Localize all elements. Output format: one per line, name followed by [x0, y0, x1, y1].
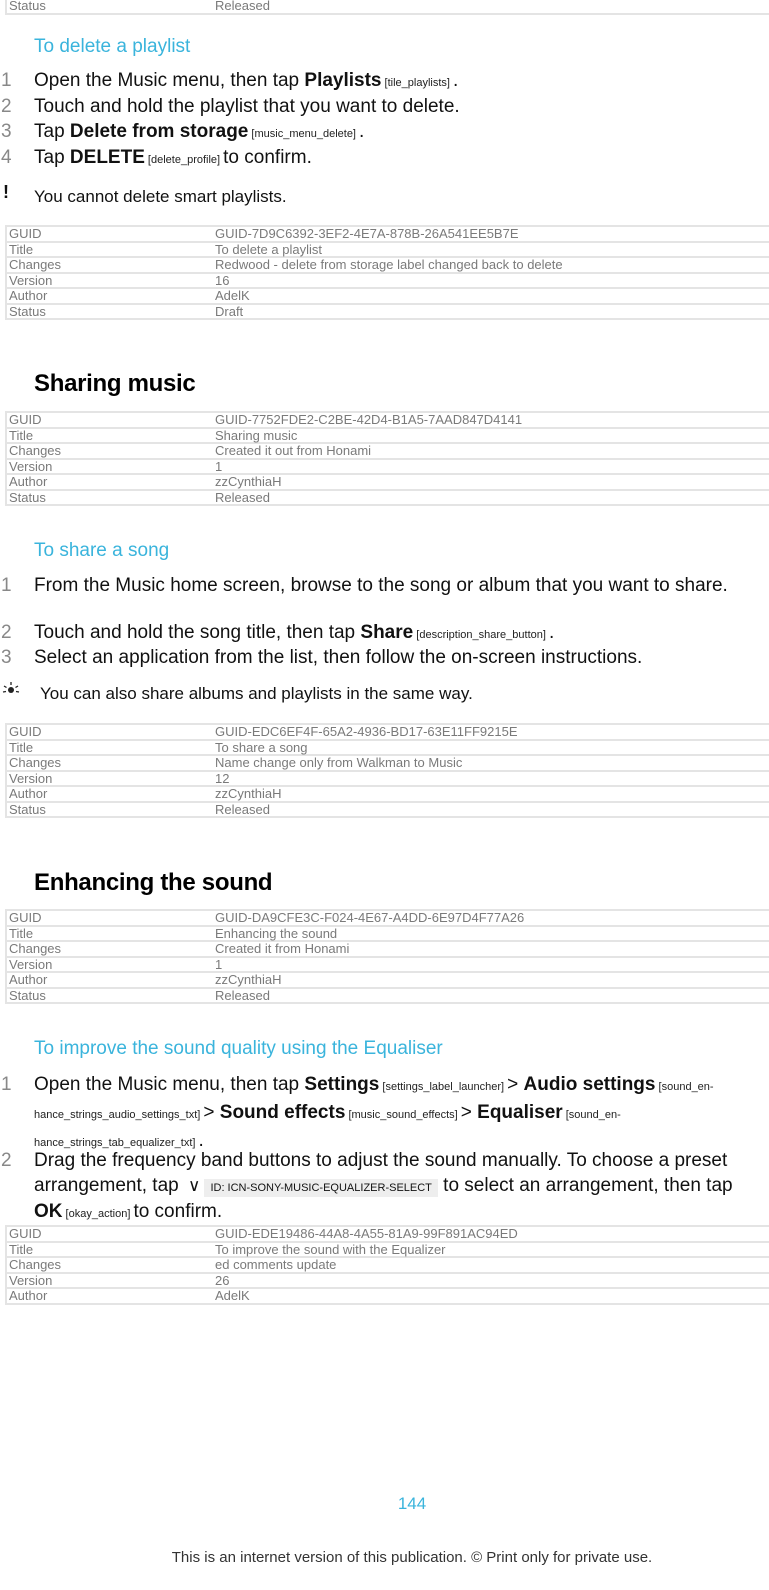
heading-enhancing-sound: Enhancing the sound [34, 869, 273, 896]
field-value: Released [213, 490, 769, 506]
field-label: Author [6, 1288, 213, 1304]
field-value: 1 [213, 957, 769, 973]
field-label: Title [6, 242, 213, 258]
step-text [34, 573, 740, 598]
table-row [6, 740, 769, 756]
text: > [203, 1102, 220, 1123]
table-row [6, 988, 769, 1004]
metadata-table [5, 723, 769, 818]
note-text: You cannot delete smart playlists. [34, 187, 287, 206]
table-row [6, 972, 769, 988]
field-label: Changes [6, 755, 213, 771]
table-row [6, 755, 769, 771]
field-value: GUID-7752FDE2-C2BE-42D4-B1A5-7AAD847D4141 [213, 412, 769, 428]
field-label: Version [6, 957, 213, 973]
metadata-table [5, 909, 769, 1004]
field-label: GUID [6, 1226, 213, 1242]
ui-label: Sound effects [219, 1102, 346, 1123]
table-row [6, 428, 769, 444]
field-label: Author [6, 972, 213, 988]
text: Tap [34, 121, 70, 142]
table-row [6, 443, 769, 459]
string-id: [tile_playlists] [381, 77, 454, 89]
ui-label: Share [360, 622, 414, 643]
step-number: 2 [1, 95, 12, 117]
field-label: Version [6, 771, 213, 787]
step-text [34, 119, 740, 147]
table-row [6, 910, 769, 926]
table-row [6, 1242, 769, 1258]
heading-delete-playlist: To delete a playlist [34, 36, 191, 57]
string-id: [music_sound_effects] [345, 1109, 461, 1121]
step-text [34, 620, 740, 648]
table-row [6, 304, 769, 320]
field-label: Version [6, 1273, 213, 1289]
text: Touch and hold the playlist that you want to delete. [34, 95, 460, 117]
table-row [6, 786, 769, 802]
field-value: GUID-DA9CFE3C-F024-4E67-A4DD-6E97D4F77A26 [213, 910, 769, 926]
text: From the Music home screen, browse to the song or album that you want to share. [34, 575, 728, 596]
table-row [6, 257, 769, 273]
step-item [0, 145, 740, 173]
text: Open the Music menu, then tap [34, 1074, 305, 1095]
field-value: Released [213, 0, 769, 14]
text: Tap [34, 146, 70, 168]
field-value: GUID-EDC6EF4F-65A2-4936-BD17-63E11FF9215E [213, 724, 769, 740]
lightbulb-icon [2, 681, 20, 705]
field-value: Redwood - delete from storage label changed back to delete [213, 257, 769, 273]
field-value: Sharing music [213, 428, 769, 444]
chevron-down-icon: ∨ [187, 1175, 201, 1195]
text: to select an arrangement, then tap [437, 1174, 733, 1196]
field-value: To share a song [213, 740, 769, 756]
field-label: Status [6, 802, 213, 818]
heading-equaliser: To improve the sound quality using the Equaliser [34, 1038, 443, 1059]
table-row [6, 474, 769, 490]
heading-sharing-music: Sharing music [34, 370, 196, 397]
string-id: [delete_profile] [144, 153, 224, 166]
field-label: Changes [6, 443, 213, 459]
field-value: 26 [213, 1273, 769, 1289]
text: . [198, 1130, 204, 1151]
field-label: Status [6, 490, 213, 506]
table-row [6, 724, 769, 740]
table-row [6, 1226, 769, 1242]
field-label: Title [6, 740, 213, 756]
text: Touch and hold the song title, then tap [34, 622, 361, 643]
page-number: 144 [397, 1494, 427, 1513]
ui-label: Delete from storage [69, 121, 249, 142]
field-value: zzCynthiaH [213, 972, 769, 988]
step-item [0, 645, 740, 670]
step-text [34, 645, 740, 670]
step-text [34, 68, 740, 96]
field-value: To delete a playlist [213, 242, 769, 258]
step-text [34, 94, 740, 119]
text: . [453, 70, 459, 91]
exclamation-icon: ! [3, 182, 9, 202]
text: > [460, 1102, 478, 1123]
table-row [6, 957, 769, 973]
step-number: 2 [1, 622, 12, 643]
step-item [0, 1072, 740, 1156]
note-warning [0, 182, 287, 208]
table-row [6, 1257, 769, 1273]
field-label: Author [6, 288, 213, 304]
field-value: zzCynthiaH [213, 474, 769, 490]
field-value: Created it out from Honami [213, 443, 769, 459]
table-row [6, 459, 769, 475]
string-id: [sound_enhance_strings_audio_settings_txt] [34, 1081, 714, 1121]
string-id: [settings_label_launcher] [379, 1081, 508, 1093]
step-text [34, 145, 740, 173]
string-id: [sound_enhance_strings_tab_equalizer_txt] [34, 1109, 621, 1149]
field-value: GUID-7D9C6392-3EF2-4E7A-878B-26A541EE5B7E [213, 226, 769, 242]
field-value: 1 [213, 459, 769, 475]
table-row [6, 0, 769, 14]
ui-label: OK [34, 1201, 63, 1222]
text: . [548, 622, 555, 643]
heading-share-song: To share a song [34, 540, 170, 561]
field-value: Released [213, 802, 769, 818]
table-row [6, 288, 769, 304]
step-item [0, 119, 740, 147]
step-number: 1 [1, 575, 12, 596]
field-label: GUID [6, 910, 213, 926]
field-value: 16 [213, 273, 769, 289]
table-row [6, 771, 769, 787]
field-value: Released [213, 988, 769, 1004]
ui-label: Audio settings [523, 1074, 656, 1095]
step-item [0, 94, 740, 119]
field-label: Status [6, 0, 213, 14]
metadata-table [5, 0, 769, 15]
field-label: Changes [6, 941, 213, 957]
step-text [34, 1072, 740, 1156]
step-number: 1 [1, 70, 12, 91]
footer-notice: This is an internet version of this publication. © Print only for private use. [171, 1549, 653, 1566]
step-item [0, 68, 740, 96]
field-value: Created it from Honami [213, 941, 769, 957]
field-label: Author [6, 474, 213, 490]
string-id: [okay_action] [62, 1208, 134, 1220]
string-id: [description_share_button] [413, 629, 549, 641]
text: Drag the frequency band buttons to adjust the sound manually. To choose a preset arrangement, tap [34, 1150, 728, 1196]
field-label: GUID [6, 724, 213, 740]
field-value: GUID-EDE19486-44A8-4A55-81A9-99F891AC94ED [213, 1226, 769, 1242]
field-value: AdelK [213, 1288, 769, 1304]
ui-label: Settings [304, 1074, 380, 1095]
ui-label: Playlists [304, 70, 382, 91]
field-label: Author [6, 786, 213, 802]
table-row [6, 1273, 769, 1289]
text: > [507, 1074, 524, 1095]
ui-label: DELETE [69, 146, 145, 168]
icon-id-label: ID: ICN-SONY-MUSIC-EQUALIZER-SELECT [204, 1179, 437, 1197]
field-label: Version [6, 273, 213, 289]
field-label: GUID [6, 412, 213, 428]
table-row [6, 802, 769, 818]
field-label: Status [6, 304, 213, 320]
table-row [6, 242, 769, 258]
field-label: Status [6, 988, 213, 1004]
table-row [6, 226, 769, 242]
step-item [0, 620, 740, 648]
step-number: 2 [1, 1150, 12, 1171]
note-tip [0, 683, 473, 705]
field-value: Draft [213, 304, 769, 320]
ui-label: Equaliser [477, 1102, 563, 1123]
step-number: 3 [1, 647, 12, 668]
metadata-table [5, 225, 769, 320]
table-row [6, 1288, 769, 1304]
field-label: Title [6, 428, 213, 444]
table-row [6, 941, 769, 957]
note-text: You can also share albums and playlists in the same way. [40, 684, 473, 703]
field-value: ed comments update [213, 1257, 769, 1273]
field-value: Enhancing the sound [213, 926, 769, 942]
step-item [0, 573, 740, 598]
field-label: Changes [6, 257, 213, 273]
text: to confirm. [133, 1201, 223, 1222]
table-row [6, 273, 769, 289]
text: Select an application from the list, then follow the on-screen instructions. [34, 647, 643, 668]
step-item [0, 1149, 740, 1227]
field-value: 12 [213, 771, 769, 787]
field-value: Name change only from Walkman to Music [213, 755, 769, 771]
field-label: Changes [6, 1257, 213, 1273]
field-label: Title [6, 1242, 213, 1258]
table-row [6, 926, 769, 942]
step-number: 1 [1, 1074, 12, 1095]
string-id: [music_menu_delete] [248, 128, 360, 140]
table-row [6, 412, 769, 428]
step-number: 3 [1, 121, 12, 142]
field-label: Title [6, 926, 213, 942]
table-row [6, 490, 769, 506]
text: . [359, 121, 365, 142]
text: Open the Music menu, then tap [34, 70, 305, 91]
field-value: To improve the sound with the Equalizer [213, 1242, 769, 1258]
metadata-table [5, 1225, 769, 1305]
field-value: zzCynthiaH [213, 786, 769, 802]
step-number: 4 [1, 146, 12, 168]
field-label: Version [6, 459, 213, 475]
text: to confirm. [223, 146, 312, 168]
field-value: AdelK [213, 288, 769, 304]
field-label: GUID [6, 226, 213, 242]
step-text [34, 1149, 740, 1227]
metadata-table [5, 411, 769, 506]
